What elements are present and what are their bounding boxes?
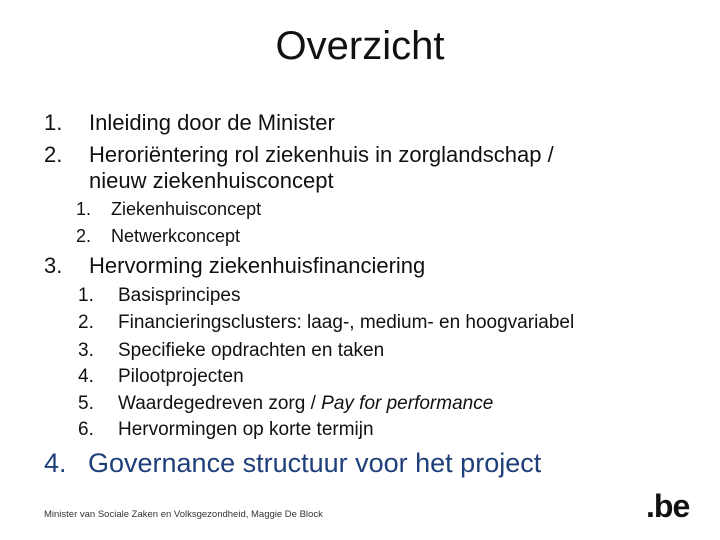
slide-title: Overzicht	[275, 24, 445, 68]
sub-text: Basisprincipes	[118, 285, 241, 306]
list-text: Governance structuur voor het project	[88, 448, 542, 478]
sub-text-italic: Pay for performance	[321, 393, 494, 414]
list-number: 2.	[44, 142, 63, 167]
sub-number: 4.	[78, 366, 94, 387]
sub-text-regular: Waardegedreven zorg /	[118, 393, 322, 414]
sub-text	[118, 392, 493, 416]
sub-number: 1.	[78, 285, 94, 306]
sub-text: Financieringsclusters: laag-, medium- en hoogvariabel	[118, 312, 575, 333]
list-text-continued: nieuw ziekenhuisconcept	[89, 168, 334, 193]
list-text: Heroriëntering rol ziekenhuis in zorglandschap /	[89, 142, 554, 167]
be-logo: .be	[646, 488, 690, 524]
list-number: 1.	[44, 110, 63, 135]
sub-text: Pilootprojecten	[118, 366, 244, 387]
sub-text: Hervormingen op korte termijn	[118, 419, 374, 440]
list-number: 3.	[44, 253, 63, 278]
sub-number: 2.	[78, 312, 94, 333]
sub-number: 2.	[76, 226, 92, 246]
sub-number: 1.	[76, 199, 92, 219]
sub-text: Ziekenhuisconcept	[111, 199, 262, 219]
sub-text: Specifieke opdrachten en taken	[118, 340, 385, 361]
sub-number: 3.	[78, 340, 94, 361]
sub-number: 6.	[78, 419, 94, 440]
sub-number: 5.	[78, 393, 94, 414]
footer-text: Minister van Sociale Zaken en Volksgezondheid, Maggie De Block	[44, 509, 323, 520]
list-number: 4.	[44, 448, 67, 478]
list-text: Inleiding door de Minister	[89, 110, 335, 135]
sub-text: Netwerkconcept	[111, 226, 241, 246]
list-text: Hervorming ziekenhuisfinanciering	[89, 253, 426, 278]
